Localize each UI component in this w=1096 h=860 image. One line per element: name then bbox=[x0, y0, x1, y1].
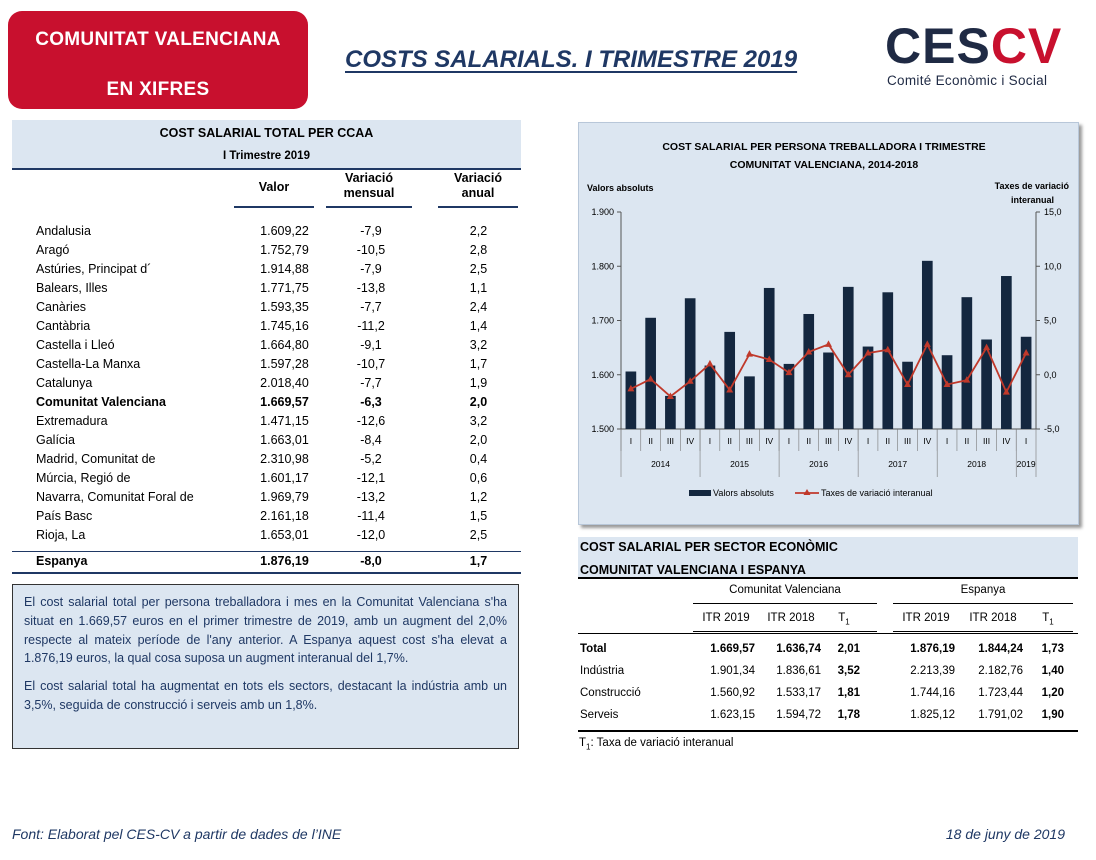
x-tick-label: II bbox=[806, 436, 812, 446]
divider bbox=[12, 572, 521, 574]
sector-cv18: 1.533,17 bbox=[776, 687, 821, 699]
row-mensual: -11,2 bbox=[357, 319, 385, 333]
sector-cv19: 1.623,15 bbox=[710, 709, 755, 721]
col-valor: Valor bbox=[258, 180, 290, 194]
sector-cv19: 1.560,92 bbox=[710, 687, 755, 699]
cescv-logo bbox=[885, 18, 1085, 90]
badge-line2: EN XIFRES bbox=[106, 79, 210, 100]
row-anual: 1,5 bbox=[469, 509, 488, 523]
x-tick-label: IV bbox=[844, 436, 853, 446]
table-row bbox=[36, 357, 506, 376]
sector-name: Construcció bbox=[580, 687, 641, 699]
salary-chart bbox=[578, 122, 1079, 525]
sector-es18: 1.791,02 bbox=[978, 709, 1023, 721]
x-tick-label: IV bbox=[686, 436, 695, 446]
year-label: 2018 bbox=[967, 459, 987, 469]
sector-est: 1,73 bbox=[1041, 643, 1064, 655]
table-row bbox=[36, 509, 506, 528]
sector-cvt: 3,52 bbox=[837, 665, 860, 677]
row-anual: 3,2 bbox=[469, 414, 488, 428]
x-tick-label: III bbox=[904, 436, 912, 446]
x-tick-label: IV bbox=[765, 436, 774, 446]
row-valor: 1.771,75 bbox=[260, 281, 309, 295]
table-row bbox=[36, 395, 506, 414]
chart-bar bbox=[823, 353, 834, 429]
y2-tick-label: 15,0 bbox=[1044, 207, 1062, 217]
row-name: Astúries, Principat d´ bbox=[36, 262, 152, 276]
y2-tick-label: 5,0 bbox=[1044, 315, 1057, 326]
sector-es19: 1.825,12 bbox=[910, 709, 955, 721]
chart-point bbox=[825, 340, 832, 347]
row-anual: 2,8 bbox=[469, 243, 488, 257]
row-valor: 1.969,79 bbox=[260, 490, 309, 504]
table-row bbox=[36, 243, 506, 262]
y2-tick-label: -5,0 bbox=[1044, 424, 1060, 434]
legend-bar-label: Valors absoluts bbox=[713, 488, 774, 498]
row-valor: 2.161,18 bbox=[260, 509, 309, 523]
x-tick-label: IV bbox=[1002, 436, 1011, 446]
summary-box bbox=[12, 584, 519, 749]
table-row bbox=[36, 338, 506, 357]
logo-ce: CES bbox=[885, 18, 991, 74]
row-anual: 1,7 bbox=[469, 357, 488, 371]
table-row bbox=[36, 224, 506, 243]
row-name: Navarra, Comunitat Foral de bbox=[36, 490, 194, 504]
sector-cv18: 1.636,74 bbox=[776, 643, 821, 655]
chart-bar bbox=[1001, 276, 1012, 429]
sector-es18: 1.844,24 bbox=[978, 643, 1023, 655]
row-mensual: -11,4 bbox=[357, 509, 385, 523]
row-valor: 1.653,01 bbox=[260, 528, 309, 542]
row-name: Cantàbria bbox=[36, 319, 91, 333]
row-valor: 1.609,22 bbox=[260, 224, 309, 238]
row-mensual: -9,1 bbox=[360, 338, 382, 352]
row-anual: 1,1 bbox=[469, 281, 488, 295]
chart-bar bbox=[843, 287, 854, 429]
row-valor: 1.876,19 bbox=[260, 554, 309, 568]
table-row bbox=[36, 433, 506, 452]
divider bbox=[693, 631, 877, 632]
footer-date: 18 de juny de 2019 bbox=[945, 826, 1065, 842]
sector-cvt: 1,81 bbox=[837, 687, 860, 699]
col-es-itr2018: ITR 2018 bbox=[969, 612, 1017, 624]
divider bbox=[578, 730, 1078, 732]
sector-est: 1,20 bbox=[1041, 687, 1064, 699]
chart-title: COST SALARIAL PER PERSONA TREBALLADORA I TRIMESTRE bbox=[662, 141, 986, 153]
ccaa-table-title: COST SALARIAL TOTAL PER CCAA bbox=[159, 126, 374, 140]
row-valor: 1.471,15 bbox=[260, 414, 309, 428]
x-tick-label: IV bbox=[923, 436, 932, 446]
row-anual: 0,4 bbox=[469, 452, 488, 466]
sector-cv18: 1.594,72 bbox=[776, 709, 821, 721]
note-sub: 1 bbox=[586, 742, 591, 752]
row-mensual: -7,7 bbox=[360, 376, 382, 390]
note-t: T bbox=[579, 737, 587, 749]
x-tick-label: II bbox=[648, 436, 654, 446]
y-tick-label: 1.900 bbox=[591, 207, 614, 217]
y-tick-label: 1.800 bbox=[591, 261, 614, 272]
sector-es18: 1.723,44 bbox=[978, 687, 1023, 699]
col-cv-itr2019: ITR 2019 bbox=[702, 612, 750, 624]
divider bbox=[438, 206, 518, 208]
row-name: Castella i Lleó bbox=[36, 338, 115, 352]
year-label: 2015 bbox=[730, 459, 750, 469]
row-mensual: -12,0 bbox=[356, 528, 386, 542]
chart-bar bbox=[626, 371, 637, 429]
row-name: Aragó bbox=[36, 243, 70, 257]
x-tick-label: I bbox=[945, 436, 949, 446]
ccaa-table-header bbox=[12, 120, 521, 168]
legend-line-marker bbox=[804, 489, 811, 495]
sector-cv19: 1.669,57 bbox=[710, 643, 755, 655]
chart-bar bbox=[685, 298, 696, 429]
row-mensual: -12,1 bbox=[356, 471, 386, 485]
t-letter: T bbox=[838, 612, 846, 624]
row-name: Espanya bbox=[36, 554, 88, 568]
divider bbox=[578, 577, 1078, 579]
row-valor: 1.914,88 bbox=[260, 262, 309, 276]
col-es-itr2019: ITR 2019 bbox=[902, 612, 950, 624]
sector-est: 1,40 bbox=[1041, 665, 1064, 677]
row-anual: 1,2 bbox=[469, 490, 488, 504]
chart-bar bbox=[961, 297, 972, 429]
col-cv-itr2018: ITR 2018 bbox=[767, 612, 815, 624]
row-mensual: -12,6 bbox=[356, 414, 386, 428]
row-name: Extremadura bbox=[36, 414, 108, 428]
x-tick-label: I bbox=[708, 436, 712, 446]
row-valor: 1.663,01 bbox=[260, 433, 309, 447]
row-anual: 1,7 bbox=[469, 554, 488, 568]
t-letter: T bbox=[1042, 612, 1050, 624]
row-name: País Basc bbox=[36, 509, 93, 523]
row-anual: 2,5 bbox=[469, 528, 488, 542]
row-name: Comunitat Valenciana bbox=[36, 395, 166, 409]
logo-subtitle: Comité Econòmic i Social bbox=[887, 73, 1048, 88]
sector-row bbox=[578, 665, 1078, 685]
row-name: Canàries bbox=[36, 300, 87, 314]
chart-bar bbox=[803, 314, 814, 429]
sector-name: Total bbox=[580, 643, 607, 655]
row-valor: 1.597,28 bbox=[260, 357, 309, 371]
year-label: 2014 bbox=[651, 459, 670, 469]
row-name: Castella-La Manxa bbox=[36, 357, 141, 371]
sector-cvt: 2,01 bbox=[837, 643, 860, 655]
sector-es18: 2.182,76 bbox=[978, 665, 1023, 677]
sector-es19: 2.213,39 bbox=[910, 665, 955, 677]
legend-line-label: Taxes de variació interanual bbox=[821, 488, 933, 498]
sector-table-title2: COMUNITAT VALENCIANA I ESPANYA bbox=[580, 563, 806, 577]
chart-bar bbox=[744, 376, 755, 429]
y-tick-label: 1.600 bbox=[591, 369, 614, 380]
sector-name: Indústria bbox=[580, 665, 625, 677]
table-row bbox=[36, 319, 506, 338]
y-tick-label: 1.500 bbox=[591, 424, 614, 434]
row-mensual: -13,2 bbox=[356, 490, 386, 504]
badge-line1: COMUNITAT VALENCIANA bbox=[35, 29, 281, 50]
table-row-total bbox=[36, 554, 506, 573]
row-anual: 2,4 bbox=[469, 300, 488, 314]
row-anual: 2,0 bbox=[469, 433, 488, 447]
row-mensual: -7,9 bbox=[360, 224, 382, 238]
chart-bar bbox=[645, 318, 656, 429]
row-mensual: -8,0 bbox=[360, 554, 382, 568]
row-mensual: -5,2 bbox=[360, 452, 382, 466]
table-row bbox=[36, 300, 506, 319]
row-valor: 1.669,57 bbox=[260, 395, 309, 409]
sector-table-note bbox=[579, 737, 733, 751]
region-badge bbox=[8, 11, 308, 109]
sector-est: 1,90 bbox=[1041, 709, 1064, 721]
x-tick-label: II bbox=[885, 436, 891, 446]
sector-es19: 1.744,16 bbox=[910, 687, 955, 699]
col-es-t1 bbox=[1036, 612, 1060, 626]
table-row bbox=[36, 376, 506, 395]
sector-cv19: 1.901,34 bbox=[710, 665, 755, 677]
y2-tick-label: 0,0 bbox=[1044, 369, 1057, 380]
group-es: Espanya bbox=[960, 584, 1006, 596]
row-name: Galícia bbox=[36, 433, 75, 447]
chart-ylabel-right-2: interanual bbox=[1010, 195, 1054, 205]
sector-row bbox=[578, 643, 1078, 663]
year-label: 2017 bbox=[888, 459, 908, 469]
x-tick-label: I bbox=[866, 436, 870, 446]
footer-source: Font: Elaborat pel CES-CV a partir de dades de l’INE bbox=[12, 826, 342, 842]
sector-table-header bbox=[578, 537, 1078, 577]
table-row bbox=[36, 262, 506, 281]
row-valor: 1.752,79 bbox=[260, 243, 309, 257]
divider bbox=[578, 633, 1078, 634]
divider bbox=[893, 603, 1073, 604]
table-row bbox=[36, 528, 506, 547]
chart-bar bbox=[942, 355, 953, 429]
summary-paragraph-1: El cost salarial total per persona treballadora i mes en la Comunitat Valenciana s'ha situat en 1.669,57 euros en el primer trimestre de 2019, amb un augment del 2,0% respecte al mateix període de l'any anterior. A Espanya aquest cost s'ha elevat a 1.876,19 euros, la qual cosa suposa un augment interanual del 1,7%. bbox=[24, 595, 507, 666]
sector-name: Serveis bbox=[580, 709, 619, 721]
table-row bbox=[36, 414, 506, 433]
chart-bar bbox=[902, 362, 913, 429]
year-label: 2019 bbox=[1016, 459, 1036, 469]
sector-row bbox=[578, 687, 1078, 707]
row-mensual: -7,7 bbox=[360, 300, 382, 314]
chart-bar bbox=[705, 366, 716, 429]
y2-tick-label: 10,0 bbox=[1044, 261, 1062, 272]
chart-bar bbox=[665, 396, 676, 429]
row-mensual: -10,7 bbox=[356, 357, 386, 371]
row-name: Rioja, La bbox=[36, 528, 86, 542]
chart-bar bbox=[863, 347, 874, 429]
x-tick-label: I bbox=[1024, 436, 1028, 446]
x-tick-label: II bbox=[727, 436, 733, 446]
x-tick-label: II bbox=[964, 436, 970, 446]
sector-cvt: 1,78 bbox=[837, 709, 860, 721]
row-mensual: -10,5 bbox=[356, 243, 386, 257]
row-mensual: -13,8 bbox=[356, 281, 386, 295]
sector-table-title1: COST SALARIAL PER SECTOR ECONÒMIC bbox=[580, 540, 838, 554]
chart-point bbox=[706, 360, 713, 367]
row-anual: 2,5 bbox=[469, 262, 488, 276]
row-anual: 1,4 bbox=[469, 319, 488, 333]
row-name: Balears, Illes bbox=[36, 281, 108, 295]
sector-es19: 1.876,19 bbox=[910, 643, 955, 655]
row-name: Andalusia bbox=[36, 224, 91, 238]
row-name: Catalunya bbox=[36, 376, 93, 390]
row-anual: 1,9 bbox=[469, 376, 488, 390]
chart-svg bbox=[579, 123, 1080, 526]
row-valor: 1.593,35 bbox=[260, 300, 309, 314]
chart-bar bbox=[724, 332, 735, 429]
table-row bbox=[36, 452, 506, 471]
col-cv-t1 bbox=[832, 612, 856, 626]
row-anual: 2,0 bbox=[469, 395, 488, 409]
x-tick-label: I bbox=[629, 436, 633, 446]
sector-row bbox=[578, 709, 1078, 729]
divider bbox=[326, 206, 412, 208]
year-label: 2016 bbox=[809, 459, 829, 469]
row-valor: 2.018,40 bbox=[260, 376, 309, 390]
row-valor: 2.310,98 bbox=[260, 452, 309, 466]
row-anual: 3,2 bbox=[469, 338, 488, 352]
x-tick-label: III bbox=[983, 436, 991, 446]
row-mensual: -6,3 bbox=[360, 395, 382, 409]
chart-ylabel-right-1: Taxes de variació bbox=[994, 181, 1069, 191]
row-anual: 2,2 bbox=[469, 224, 488, 238]
row-name: Madrid, Comunitat de bbox=[36, 452, 156, 466]
legend-bar-swatch bbox=[689, 490, 711, 496]
chart-point bbox=[746, 350, 753, 357]
divider bbox=[234, 206, 314, 208]
chart-bar bbox=[882, 292, 893, 429]
table-row bbox=[36, 471, 506, 490]
t-subscript: 1 bbox=[845, 617, 850, 627]
col-mensual: Variació mensual bbox=[343, 171, 395, 200]
x-tick-label: III bbox=[745, 436, 753, 446]
summary-paragraph-2: El cost salarial total ha augmentat en tots els sectors, destacant la indústria amb un 3,5%, seguida de construcció i serveis amb un 1,8%. bbox=[24, 679, 507, 712]
col-anual: Variació anual bbox=[454, 171, 502, 200]
ccaa-table-subtitle: I Trimestre 2019 bbox=[223, 150, 310, 162]
divider bbox=[12, 168, 521, 170]
table-row bbox=[36, 490, 506, 509]
row-name: Múrcia, Regió de bbox=[36, 471, 131, 485]
divider bbox=[893, 631, 1073, 632]
page-title: COSTS SALARIALS. I TRIMESTRE 2019 bbox=[345, 46, 798, 73]
x-tick-label: I bbox=[787, 436, 791, 446]
y-tick-label: 1.700 bbox=[591, 315, 614, 326]
logo-cv: CV bbox=[990, 18, 1063, 74]
x-tick-label: III bbox=[824, 436, 833, 446]
divider bbox=[12, 551, 521, 552]
table-row bbox=[36, 281, 506, 300]
row-valor: 1.601,17 bbox=[260, 471, 309, 485]
sector-cv18: 1.836,61 bbox=[776, 665, 821, 677]
row-anual: 0,6 bbox=[469, 471, 488, 485]
row-mensual: -8,4 bbox=[360, 433, 382, 447]
row-mensual: -7,9 bbox=[360, 262, 382, 276]
x-tick-label: III bbox=[666, 436, 674, 446]
chart-ylabel-left: Valors absoluts bbox=[587, 183, 654, 193]
group-cv: Comunitat Valenciana bbox=[729, 584, 841, 596]
divider bbox=[693, 603, 877, 604]
chart-subtitle: COMUNITAT VALENCIANA, 2014-2018 bbox=[729, 159, 919, 171]
row-valor: 1.745,16 bbox=[260, 319, 309, 333]
t-subscript: 1 bbox=[1049, 617, 1054, 627]
note-text: : Taxa de variació interanual bbox=[590, 737, 734, 749]
row-valor: 1.664,80 bbox=[260, 338, 309, 352]
